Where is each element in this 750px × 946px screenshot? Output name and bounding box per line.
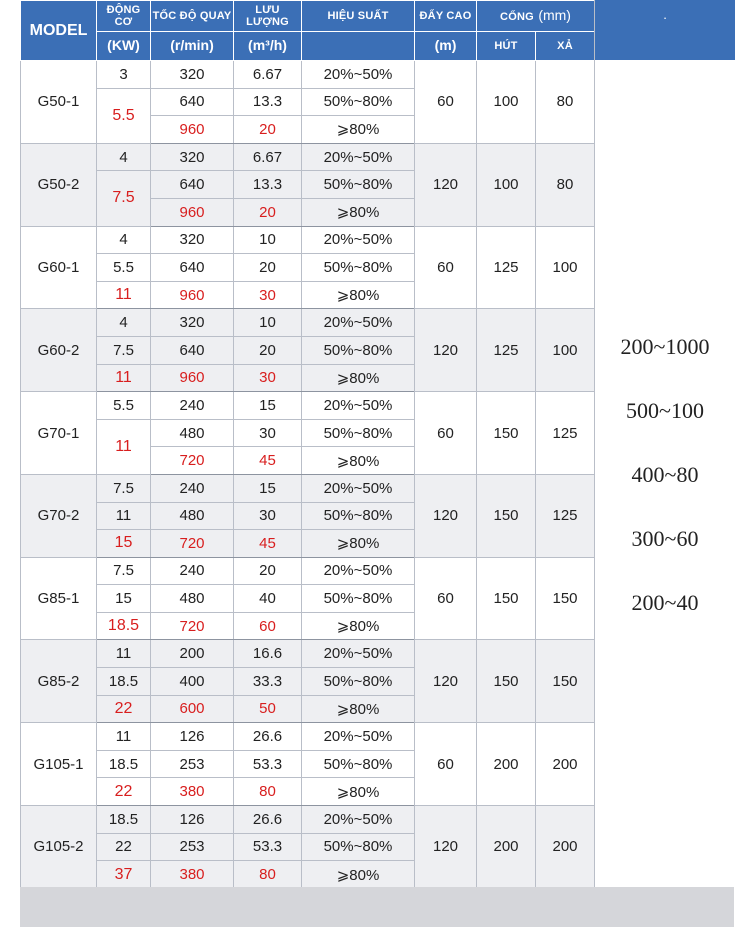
model-cell: G50-1 <box>21 61 97 144</box>
efficiency-cell: ⩾80% <box>302 447 415 475</box>
efficiency-cell: 50%~80% <box>302 88 415 116</box>
power-cell: 22 <box>97 833 151 861</box>
model-cell: G70-1 <box>21 392 97 475</box>
footer-bar <box>20 887 734 927</box>
header-efficiency-blank <box>302 32 415 61</box>
suction-cell: 150 <box>477 392 536 475</box>
speed-cell: 240 <box>151 392 234 420</box>
header-port <box>477 1 595 32</box>
head-cell: 120 <box>415 474 477 557</box>
efficiency-cell: 20%~50% <box>302 61 415 89</box>
header-motor: ĐỘNG CƠ <box>97 1 151 32</box>
efficiency-cell: 50%~80% <box>302 668 415 696</box>
flow-cell: 20 <box>234 116 302 144</box>
table-row <box>21 557 595 585</box>
model-group <box>21 392 595 475</box>
suction-cell: 125 <box>477 309 536 392</box>
power-cell: 22 <box>97 778 151 806</box>
range-value: 200~1000 <box>620 334 710 359</box>
speed-cell: 480 <box>151 502 234 530</box>
flow-cell: 20 <box>234 198 302 226</box>
speed-cell: 600 <box>151 695 234 723</box>
power-cell: 5.5 <box>97 392 151 420</box>
speed-cell: 640 <box>151 171 234 199</box>
range-value: 200~40 <box>631 590 699 615</box>
efficiency-cell: ⩾80% <box>302 530 415 558</box>
flow-cell: 10 <box>234 309 302 337</box>
speed-cell: 320 <box>151 143 234 171</box>
speed-cell: 126 <box>151 723 234 751</box>
flow-cell: 30 <box>234 502 302 530</box>
efficiency-cell: 50%~80% <box>302 502 415 530</box>
model-group <box>21 474 595 557</box>
speed-cell: 640 <box>151 254 234 282</box>
power-cell: 11 <box>97 419 151 474</box>
flow-cell: 6.67 <box>234 61 302 89</box>
suction-cell: 100 <box>477 61 536 144</box>
model-group <box>21 143 595 226</box>
discharge-cell: 125 <box>536 474 595 557</box>
model-group <box>21 806 595 889</box>
efficiency-cell: ⩾80% <box>302 116 415 144</box>
efficiency-cell: 20%~50% <box>302 474 415 502</box>
flow-cell: 15 <box>234 392 302 420</box>
range-panel-header: . <box>595 0 735 60</box>
speed-cell: 380 <box>151 861 234 889</box>
power-cell: 4 <box>97 309 151 337</box>
efficiency-cell: 20%~50% <box>302 557 415 585</box>
header-speed-unit: (r/min) <box>151 32 234 61</box>
model-group <box>21 61 595 144</box>
pump-spec-table <box>20 0 595 889</box>
head-cell: 120 <box>415 143 477 226</box>
speed-cell: 380 <box>151 778 234 806</box>
head-cell: 120 <box>415 640 477 723</box>
table-row <box>21 723 595 751</box>
speed-cell: 240 <box>151 557 234 585</box>
flow-cell: 33.3 <box>234 668 302 696</box>
flow-cell: 30 <box>234 281 302 309</box>
power-cell: 3 <box>97 61 151 89</box>
flow-cell: 20 <box>234 557 302 585</box>
table-row <box>21 806 595 834</box>
efficiency-cell: 20%~50% <box>302 640 415 668</box>
model-group <box>21 723 595 806</box>
flow-cell: 26.6 <box>234 723 302 751</box>
power-cell: 11 <box>97 281 151 309</box>
power-cell: 5.5 <box>97 254 151 282</box>
efficiency-cell: 50%~80% <box>302 336 415 364</box>
power-cell: 7.5 <box>97 171 151 226</box>
table-row <box>21 309 595 337</box>
efficiency-cell: 50%~80% <box>302 171 415 199</box>
model-cell: G105-1 <box>21 723 97 806</box>
flow-cell: 15 <box>234 474 302 502</box>
table-row <box>21 392 595 420</box>
header-model: MODEL <box>21 1 97 61</box>
flow-cell: 53.3 <box>234 750 302 778</box>
efficiency-cell: ⩾80% <box>302 861 415 889</box>
speed-cell: 320 <box>151 61 234 89</box>
power-cell: 7.5 <box>97 336 151 364</box>
speed-cell: 126 <box>151 806 234 834</box>
flow-cell: 26.6 <box>234 806 302 834</box>
head-cell: 120 <box>415 806 477 889</box>
efficiency-cell: 50%~80% <box>302 254 415 282</box>
speed-cell: 640 <box>151 336 234 364</box>
header-flow: LƯU LƯỢNG <box>234 1 302 32</box>
speed-cell: 400 <box>151 668 234 696</box>
suction-cell: 125 <box>477 226 536 309</box>
header-motor-unit: (KW) <box>97 32 151 61</box>
head-cell: 60 <box>415 392 477 475</box>
header-speed: TỐC ĐỘ QUAY <box>151 1 234 32</box>
head-cell: 120 <box>415 309 477 392</box>
efficiency-cell: 50%~80% <box>302 585 415 613</box>
flow-cell: 45 <box>234 447 302 475</box>
power-cell: 11 <box>97 502 151 530</box>
suction-cell: 150 <box>477 474 536 557</box>
power-cell: 18.5 <box>97 668 151 696</box>
speed-cell: 240 <box>151 474 234 502</box>
speed-cell: 960 <box>151 116 234 144</box>
model-cell: G105-2 <box>21 806 97 889</box>
power-cell: 5.5 <box>97 88 151 143</box>
speed-cell: 640 <box>151 88 234 116</box>
speed-cell: 960 <box>151 198 234 226</box>
model-cell: G50-2 <box>21 143 97 226</box>
suction-cell: 150 <box>477 557 536 640</box>
discharge-cell: 100 <box>536 309 595 392</box>
power-cell: 11 <box>97 640 151 668</box>
power-cell: 15 <box>97 530 151 558</box>
model-group <box>21 309 595 392</box>
suction-cell: 100 <box>477 143 536 226</box>
head-cell: 60 <box>415 226 477 309</box>
power-cell: 18.5 <box>97 612 151 640</box>
flow-cell: 80 <box>234 778 302 806</box>
model-group <box>21 640 595 723</box>
discharge-cell: 150 <box>536 640 595 723</box>
flow-cell: 20 <box>234 254 302 282</box>
model-group <box>21 226 595 309</box>
efficiency-cell: ⩾80% <box>302 612 415 640</box>
efficiency-cell: ⩾80% <box>302 778 415 806</box>
discharge-cell: 80 <box>536 143 595 226</box>
flow-cell: 50 <box>234 695 302 723</box>
header-discharge: XẢ <box>536 32 595 61</box>
head-cell: 60 <box>415 61 477 144</box>
table-row <box>21 640 595 668</box>
table-row <box>21 61 595 89</box>
efficiency-cell: 20%~50% <box>302 309 415 337</box>
flow-cell: 80 <box>234 861 302 889</box>
efficiency-cell: 20%~50% <box>302 806 415 834</box>
header-efficiency: HIỆU SUẤT <box>302 1 415 32</box>
power-cell: 11 <box>97 723 151 751</box>
speed-cell: 320 <box>151 309 234 337</box>
speed-cell: 480 <box>151 419 234 447</box>
speed-cell: 253 <box>151 750 234 778</box>
flow-cell: 13.3 <box>234 171 302 199</box>
suction-cell: 200 <box>477 806 536 889</box>
flow-cell: 13.3 <box>234 88 302 116</box>
flow-cell: 53.3 <box>234 833 302 861</box>
efficiency-cell: 50%~80% <box>302 833 415 861</box>
range-value: 300~60 <box>631 526 699 551</box>
table-row <box>21 474 595 502</box>
table-row <box>21 143 595 171</box>
discharge-cell: 200 <box>536 806 595 889</box>
discharge-cell: 150 <box>536 557 595 640</box>
header-flow-unit: (m³/h) <box>234 32 302 61</box>
range-value: 400~80 <box>631 462 699 487</box>
efficiency-cell: 20%~50% <box>302 723 415 751</box>
power-cell: 37 <box>97 861 151 889</box>
flow-cell: 60 <box>234 612 302 640</box>
discharge-cell: 200 <box>536 723 595 806</box>
flow-cell: 10 <box>234 226 302 254</box>
efficiency-cell: 50%~80% <box>302 419 415 447</box>
power-cell: 4 <box>97 226 151 254</box>
discharge-cell: 100 <box>536 226 595 309</box>
efficiency-cell: 20%~50% <box>302 226 415 254</box>
header-port-unit: (mm) <box>538 7 571 24</box>
flow-cell: 30 <box>234 419 302 447</box>
speed-cell: 253 <box>151 833 234 861</box>
speed-cell: 720 <box>151 530 234 558</box>
flow-cell: 6.67 <box>234 143 302 171</box>
head-cell: 60 <box>415 723 477 806</box>
power-cell: 7.5 <box>97 557 151 585</box>
flow-cell: 16.6 <box>234 640 302 668</box>
efficiency-cell: ⩾80% <box>302 198 415 226</box>
model-cell: G60-2 <box>21 309 97 392</box>
header-head: ĐẨY CAO <box>415 1 477 32</box>
speed-cell: 720 <box>151 447 234 475</box>
speed-cell: 320 <box>151 226 234 254</box>
speed-cell: 720 <box>151 612 234 640</box>
power-cell: 18.5 <box>97 750 151 778</box>
speed-cell: 960 <box>151 281 234 309</box>
model-group <box>21 557 595 640</box>
flow-cell: 45 <box>234 530 302 558</box>
efficiency-cell: 50%~80% <box>302 750 415 778</box>
speed-cell: 200 <box>151 640 234 668</box>
suction-cell: 150 <box>477 640 536 723</box>
model-cell: G85-1 <box>21 557 97 640</box>
flow-cell: 30 <box>234 364 302 392</box>
power-cell: 18.5 <box>97 806 151 834</box>
header-port-label: CỔNG <box>500 11 534 24</box>
model-cell: G85-2 <box>21 640 97 723</box>
range-panel <box>594 0 735 887</box>
power-cell: 15 <box>97 585 151 613</box>
range-value: 500~100 <box>626 398 704 423</box>
speed-cell: 960 <box>151 364 234 392</box>
efficiency-cell: ⩾80% <box>302 695 415 723</box>
power-cell: 4 <box>97 143 151 171</box>
discharge-cell: 125 <box>536 392 595 475</box>
table-row <box>21 226 595 254</box>
efficiency-cell: 20%~50% <box>302 392 415 420</box>
header-suction: HÚT <box>477 32 536 61</box>
efficiency-cell: 20%~50% <box>302 143 415 171</box>
discharge-cell: 80 <box>536 61 595 144</box>
model-cell: G60-1 <box>21 226 97 309</box>
table-header <box>21 1 595 61</box>
spec-sheet <box>20 0 734 946</box>
efficiency-cell: ⩾80% <box>302 281 415 309</box>
power-cell: 7.5 <box>97 474 151 502</box>
speed-cell: 480 <box>151 585 234 613</box>
flow-cell: 40 <box>234 585 302 613</box>
suction-cell: 200 <box>477 723 536 806</box>
power-cell: 11 <box>97 364 151 392</box>
power-cell: 22 <box>97 695 151 723</box>
efficiency-cell: ⩾80% <box>302 364 415 392</box>
model-cell: G70-2 <box>21 474 97 557</box>
header-head-unit: (m) <box>415 32 477 61</box>
flow-cell: 20 <box>234 336 302 364</box>
head-cell: 60 <box>415 557 477 640</box>
